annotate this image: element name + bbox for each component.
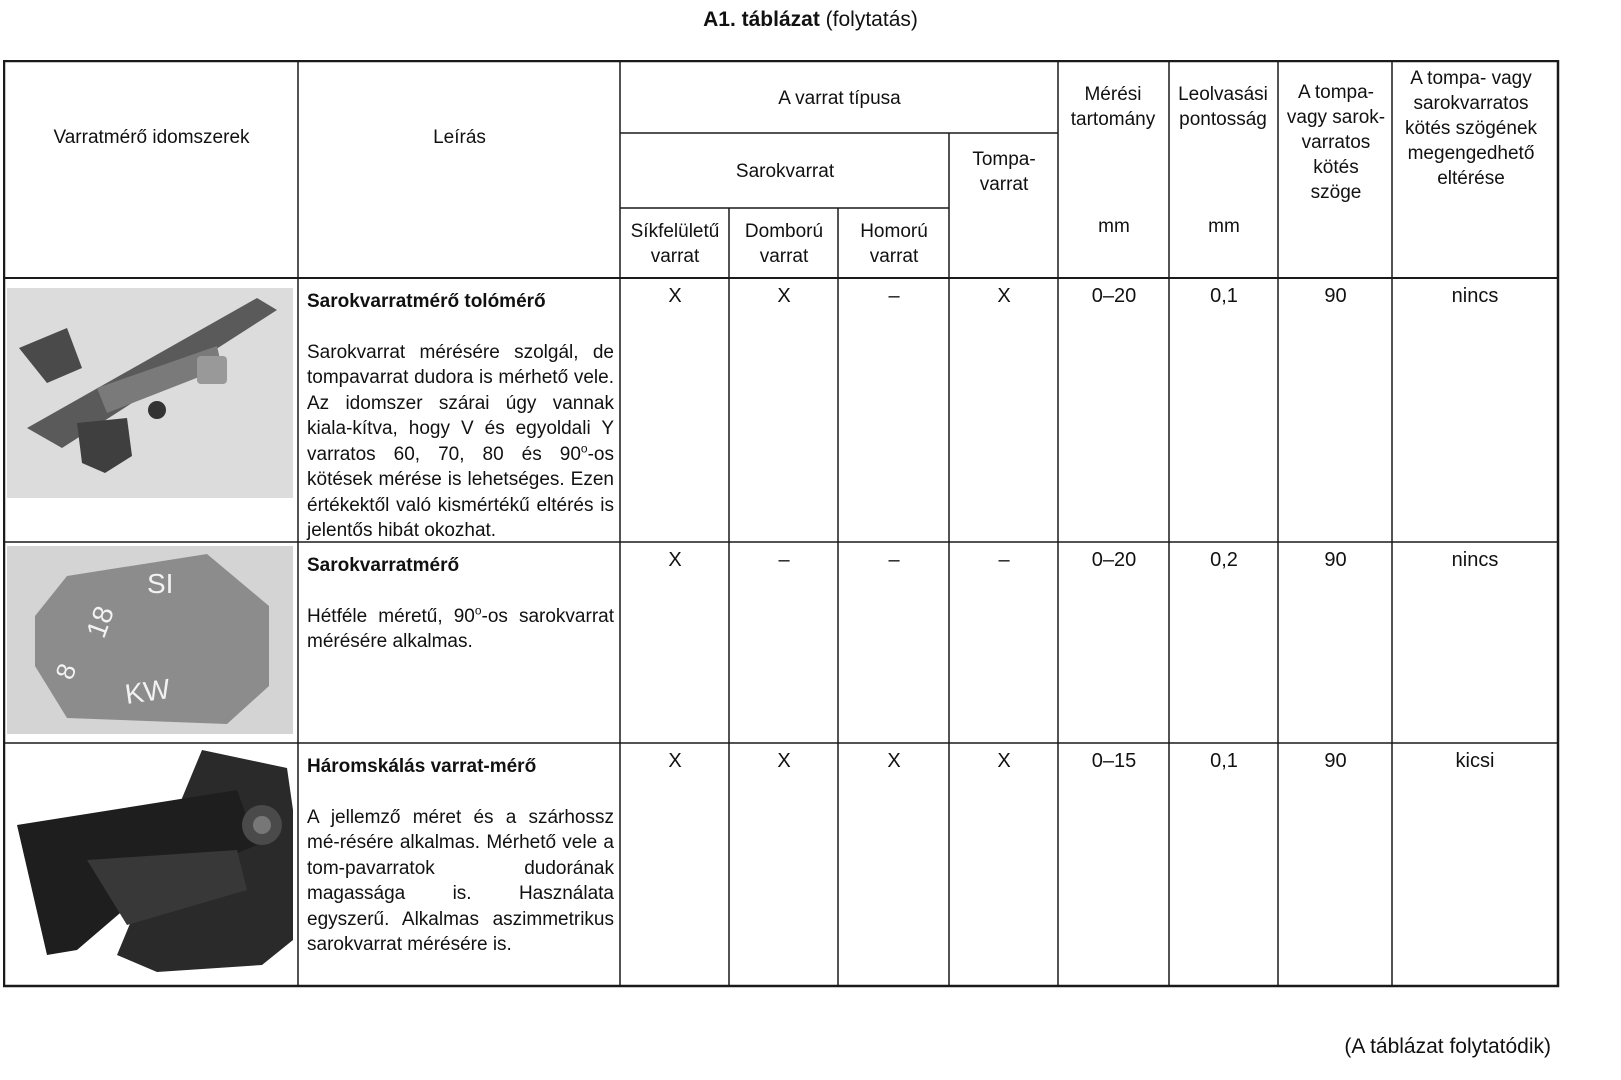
row1-accuracy: 0,1 bbox=[1210, 285, 1238, 307]
header-description: Leírás bbox=[433, 126, 486, 148]
row3-description-text: A jellemző méret és a szárhossz mé-résére alkalmas. Mérhető vele a tom-pavarratok dudorának magassága is. Használata egyszerű. Alkalmas aszimmetrikus sarokvarrat mérésére is. bbox=[307, 806, 614, 955]
header-tool: Varratmérő idomszerek bbox=[53, 126, 250, 148]
header-flat: Síkfelületű varrat bbox=[630, 220, 720, 267]
row2-flat: X bbox=[668, 549, 682, 571]
row1-deviation: nincs bbox=[1451, 285, 1499, 307]
row2-butt: – bbox=[998, 549, 1010, 571]
table-title bbox=[0, 8, 1621, 32]
row3-flat: X bbox=[668, 750, 682, 772]
table-continues-note: (A táblázat folytatódik) bbox=[1344, 1035, 1551, 1058]
row2-range: 0–20 bbox=[1091, 549, 1137, 571]
header-convex: Domború varrat bbox=[744, 220, 824, 267]
fillet-weld-gauge-photo bbox=[7, 546, 293, 734]
row1-butt: X bbox=[997, 285, 1011, 307]
table-title-suffix: (folytatás) bbox=[825, 8, 918, 31]
row3-angle: 90 bbox=[1324, 750, 1347, 772]
header-deviation: A tompa- vagy sarokvarratos kötés szögének megengedhető eltérése bbox=[1404, 68, 1538, 189]
row2-description-text: Hétféle méretű, 90$^o$-os sarokvarrat mérésére alkalmas. bbox=[307, 603, 614, 652]
header-accuracy: Leolvasási pontosság bbox=[1178, 84, 1268, 130]
row2-convex: – bbox=[778, 549, 790, 571]
header-butt: Tompa-varrat bbox=[972, 149, 1036, 195]
fillet-weld-caliper-photo bbox=[7, 288, 293, 498]
gauge-mark-kw: KW bbox=[122, 673, 172, 710]
header-concave: Homorú varrat bbox=[860, 220, 928, 267]
header-fillet: Sarokvarrat bbox=[735, 161, 835, 182]
row2-description bbox=[307, 553, 614, 655]
row3-deviation: kicsi bbox=[1455, 750, 1495, 772]
row3-convex: X bbox=[777, 750, 791, 772]
gauge-mark-18: 18 bbox=[80, 601, 121, 642]
row3-butt: X bbox=[997, 750, 1011, 772]
gauge-mark-8: 8 bbox=[49, 659, 83, 684]
row3-concave: X bbox=[887, 750, 901, 772]
header-angle: A tompa-vagy sarok-varratos kötés szöge bbox=[1286, 82, 1386, 203]
header-range: Mérési tartomány bbox=[1070, 84, 1156, 130]
row1-convex: X bbox=[777, 285, 791, 307]
header-range-unit: mm bbox=[1098, 215, 1130, 237]
gauge-mark-si: SI bbox=[147, 568, 174, 599]
table-title-number: A1. táblázat bbox=[703, 8, 820, 31]
row1-concave: – bbox=[888, 285, 900, 307]
row3-range: 0–15 bbox=[1091, 750, 1137, 772]
row1-description bbox=[307, 289, 614, 544]
header-accuracy-unit: mm bbox=[1208, 215, 1240, 237]
row1-description-text: Sarokvarrat mérésére szolgál, de tompavarrat dudora is mérhető vele. Az idomszer szárai úgy vannak kiala-kítva, hogy V és egyoldali Y varratos 60, 70, 80 és 90$^o$-os kötések mérése is lehetséges. Ezen értékektől való kismértékű eltérés is jelentős hibát okozhat. bbox=[307, 341, 614, 541]
row1-angle: 90 bbox=[1324, 285, 1347, 307]
three-scale-weld-gauge-photo bbox=[7, 750, 293, 980]
row1-tool-name: Sarokvarratmérő tolómérő bbox=[307, 291, 546, 312]
row3-tool-name: Háromskálás varrat-mérő bbox=[307, 756, 537, 777]
row2-angle: 90 bbox=[1324, 549, 1347, 571]
row2-accuracy: 0,2 bbox=[1210, 549, 1238, 571]
row3-description bbox=[307, 754, 614, 958]
row2-tool-name: Sarokvarratmérő bbox=[307, 555, 460, 576]
row2-concave: – bbox=[888, 549, 900, 571]
header-weld-type: A varrat típusa bbox=[778, 87, 901, 109]
row1-range: 0–20 bbox=[1091, 285, 1137, 307]
row1-flat: X bbox=[668, 285, 682, 307]
row2-deviation: nincs bbox=[1451, 549, 1499, 571]
row3-accuracy: 0,1 bbox=[1210, 750, 1238, 772]
